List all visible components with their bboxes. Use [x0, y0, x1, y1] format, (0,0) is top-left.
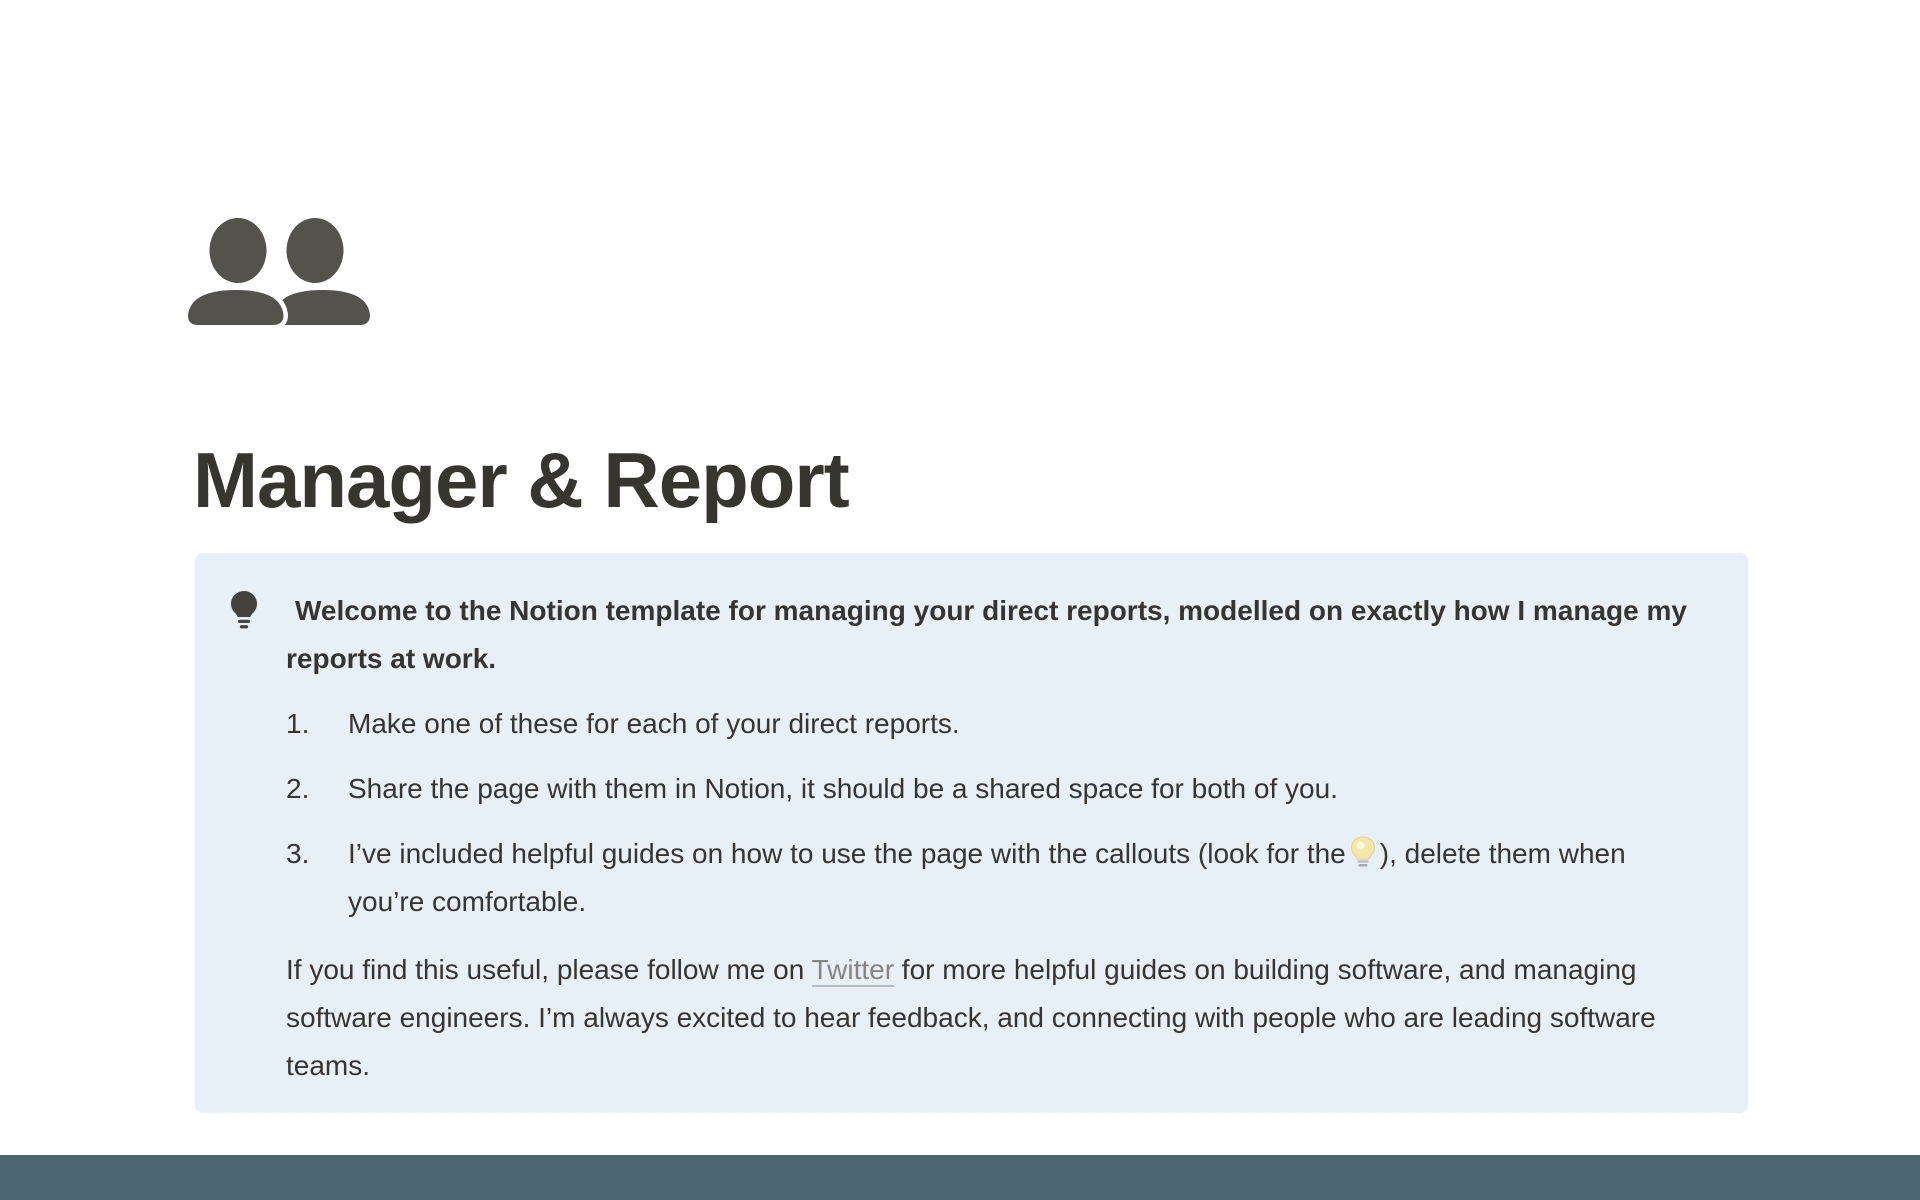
lightbulb-icon: [231, 591, 257, 629]
callout-intro-text: Welcome to the Notion template for managing your direct reports, modelled on exactly how I manage my reports at work.: [286, 595, 1687, 674]
page-title[interactable]: Manager & Report: [193, 436, 849, 524]
list-item-text-after: ), delete them when you’re comfortable.: [348, 838, 1626, 917]
list-item-text: Make one of these for each of your direct reports.: [348, 708, 960, 739]
page-people-icon[interactable]: [188, 218, 370, 325]
list-item-number: 1.: [286, 708, 310, 739]
list-item-text: [348, 830, 1708, 926]
callout-outro-text: [286, 946, 1708, 1090]
bottom-bar: [0, 1155, 1920, 1200]
callout-icon-column: [231, 587, 271, 629]
list-item-number: 3.: [286, 838, 310, 869]
callout-block: [195, 553, 1748, 1113]
outro-before-link: If you find this useful, please follow me on: [286, 954, 812, 985]
outro-after-link: for more helpful guides on building software, and managing software engineers. I’m always excited to hear feedback, and connecting with people who are leading software teams.: [286, 954, 1656, 1081]
list-item: [286, 830, 1708, 926]
list-item: [286, 700, 1708, 748]
numbered-list: [286, 700, 1708, 926]
list-item-number: 2.: [286, 773, 310, 804]
two-people-icon: [188, 218, 370, 325]
lightbulb-emoji: [1348, 835, 1378, 867]
twitter-link[interactable]: Twitter: [811, 954, 895, 985]
list-item-text-before: I’ve included helpful guides on how to use the page with the callouts (look for the: [348, 838, 1346, 869]
list-item: [286, 765, 1708, 813]
callout-body: [286, 587, 1708, 1090]
list-item-text: Share the page with them in Notion, it should be a shared space for both of you.: [348, 773, 1338, 804]
